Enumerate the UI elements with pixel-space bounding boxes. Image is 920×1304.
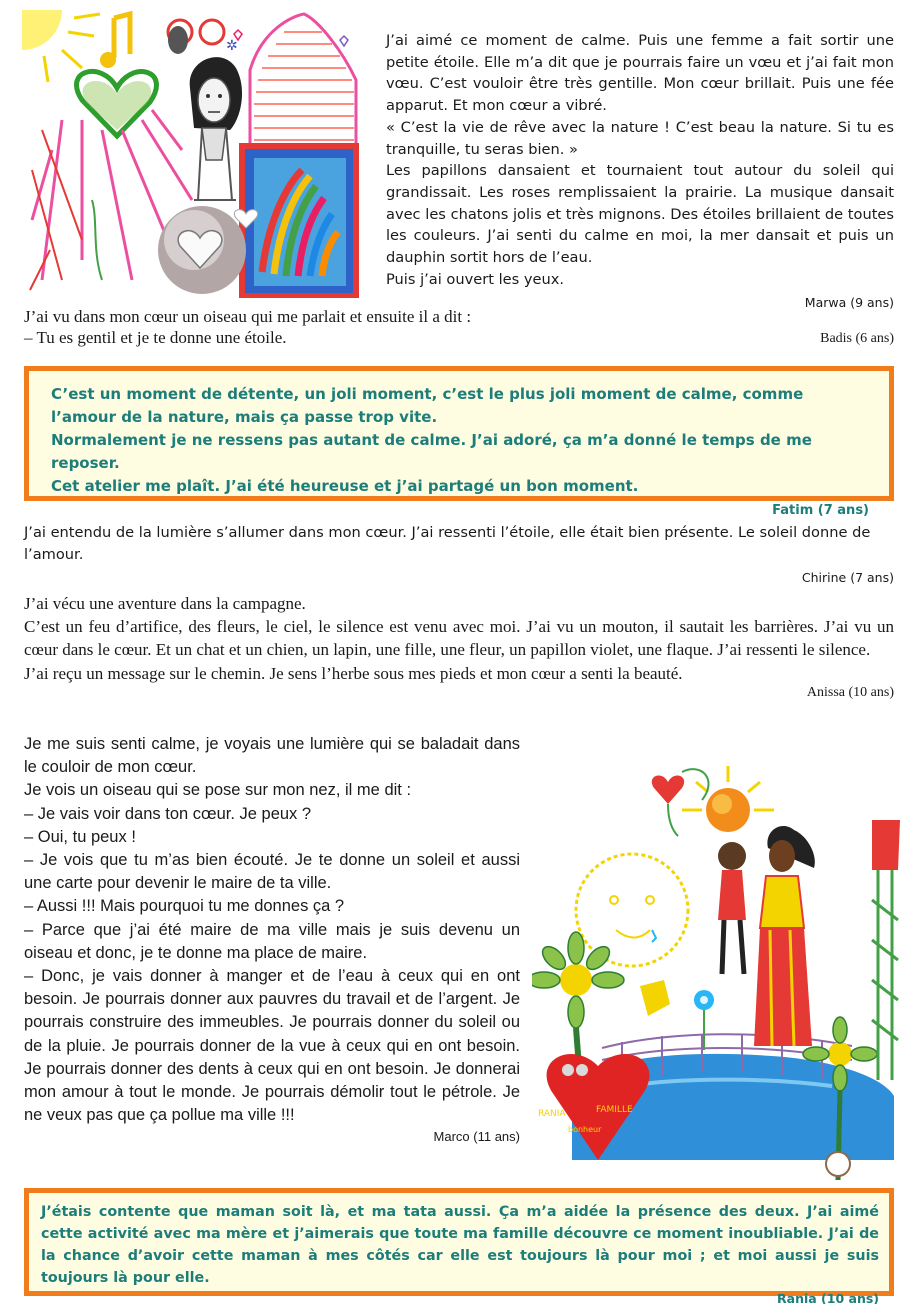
marwa-paragraph: J’ai aimé ce moment de calme. Puis une femme a fait sortir une petite étoile. Elle m’a dit que je pourrais faire un vœu et j’ai fait mon vœu. C’est vouloir être très gentille. Mon cœur brillait. Puis une fée apparut. Et mon cœur a vibré. xyxy=(386,32,894,115)
anissa-paragraph: J’ai vécu une aventure dans la campagne. xyxy=(24,594,306,613)
childrens-drawing-garden xyxy=(22,10,360,298)
anissa-testimony xyxy=(24,592,894,703)
heart-word: bonheur xyxy=(568,1125,602,1134)
anissa-paragraph: J’ai reçu un message sur le chemin. Je sens l’herbe sous mes pieds et mon cœur a senti la beauté. xyxy=(24,663,683,683)
fatim-highlight-box xyxy=(24,366,894,518)
marco-paragraph: Je me suis senti calme, je voyais une lumière qui se baladait dans le couloir de mon cœur. xyxy=(24,735,520,777)
chirine-text: J’ai entendu de la lumière s’allumer dans mon cœur. J’ai ressenti l’étoile, elle était bien présente. Le soleil donne de l’amour. xyxy=(24,524,871,563)
marwa-paragraph: Puis j’ai ouvert les yeux. xyxy=(386,270,564,288)
chirine-signature: Chirine (7 ans) xyxy=(801,570,894,586)
marco-testimony xyxy=(24,733,520,1146)
fatim-paragraph: C’est un moment de détente, un joli moment, c’est le plus joli moment de calme, comme l’amour de la nature, mais ça passe trop vite. xyxy=(51,385,804,426)
badis-line: – Tu es gentil et je te donne une étoile. xyxy=(24,328,287,347)
chirine-testimony xyxy=(24,522,894,589)
anissa-paragraph: C’est un feu d’artifice, des fleurs, le ciel, le silence est venu avec moi. J’ai vu un mouton, il sautait les barrières. J’ai vu un cœur dans le cœur. Et un chat et un chien, un lapin, une fille, une fleur, un papillon violet, une flaque. J’ai ressenti le silence. xyxy=(24,617,894,660)
marco-signature: Marco (11 ans) xyxy=(433,1129,520,1145)
marco-paragraph: – Donc, je vais donner à manger et de l’eau à ceux qui en ont besoin. Je pourrais donner aux pauvres du travail et de l’argent. Je pourrais construire des immeubles. Je pourrais donner du soleil ou de la pluie. Je pourrais donner de la vue à ceux qui en ont besoin. Je pourrais donner des dents à ceux qui en ont besoin. Je donnerai mon amour à tout le monde. Je pourrais démolir tout le pétrole. Je ne veux pas que ça pollue ma ville !!! xyxy=(24,967,520,1125)
marwa-signature: Marwa (9 ans) xyxy=(804,295,894,311)
fatim-paragraph: Normalement je ne ressens pas autant de calme. J’ai adoré, ça m’a donné le temps de me reposer. xyxy=(51,431,812,472)
marco-paragraph: – Parce que j’ai été maire de ma ville mais je suis devenu un oiseau et donc, je te donne ma place de maire. xyxy=(24,920,520,962)
marwa-paragraph: Les papillons dansaient et tournaient tout autour du soleil qui grandissait. Les roses remplissaient la prairie. La musique dansait avec les chatons jolis et très mignons. Des étoiles brillaient de toutes les couleurs. J’ai senti du calme en moi, la mer dansait et puis un dauphin sortit hors de l’eau. xyxy=(386,162,894,267)
rania-signature: Rania (10 ans) xyxy=(777,1291,879,1304)
marwa-testimony xyxy=(386,30,894,314)
rania-text: J’étais contente que maman soit là, et ma tata aussi. Ça m’a aidée la présence des deux. J’ai aimé cette activité avec ma mère et j’aimerais que toute ma famille découvre ce moment inoubliable. J’ai de la chance d’avoir cette maman à mes côtés car elle est toujours là pour moi ; et moi aussi je suis toujours là pour elle. xyxy=(41,1204,879,1286)
marco-paragraph: – Aussi !!! Mais pourquoi tu me donnes ça ? xyxy=(24,897,345,916)
marco-paragraph: – Je vois que tu m’as bien écouté. Je te donne un soleil et aussi une carte pour devenir le maire de ta ville. xyxy=(24,851,520,893)
marco-paragraph: – Oui, tu peux ! xyxy=(24,827,136,846)
marco-paragraph: – Je vais voir dans ton cœur. Je peux ? xyxy=(24,804,312,823)
svg-text:✲: ✲ xyxy=(226,38,238,54)
anissa-signature: Anissa (10 ans) xyxy=(806,684,894,700)
marwa-paragraph: « C’est la vie de rêve avec la nature ! C’est beau la nature. Si tu es tranquille, tu seras bien. » xyxy=(386,118,894,158)
marco-paragraph: Je vois un oiseau qui se pose sur mon nez, il me dit : xyxy=(24,781,412,800)
childrens-drawing-family xyxy=(532,760,902,1190)
badis-line: J’ai vu dans mon cœur un oiseau qui me parlait et ensuite il a dit : xyxy=(24,307,472,326)
rania-highlight-box xyxy=(24,1188,894,1304)
heart-word: RANIA xyxy=(538,1109,566,1119)
fatim-paragraph: Cet atelier me plaît. J’ai été heureuse et j’ai partagé un bon moment. xyxy=(51,477,639,495)
badis-signature: Badis (6 ans) xyxy=(820,331,894,346)
heart-word: FAMILLE xyxy=(596,1105,633,1115)
fatim-signature: Fatim (7 ans) xyxy=(772,503,869,518)
badis-testimony xyxy=(24,306,894,348)
